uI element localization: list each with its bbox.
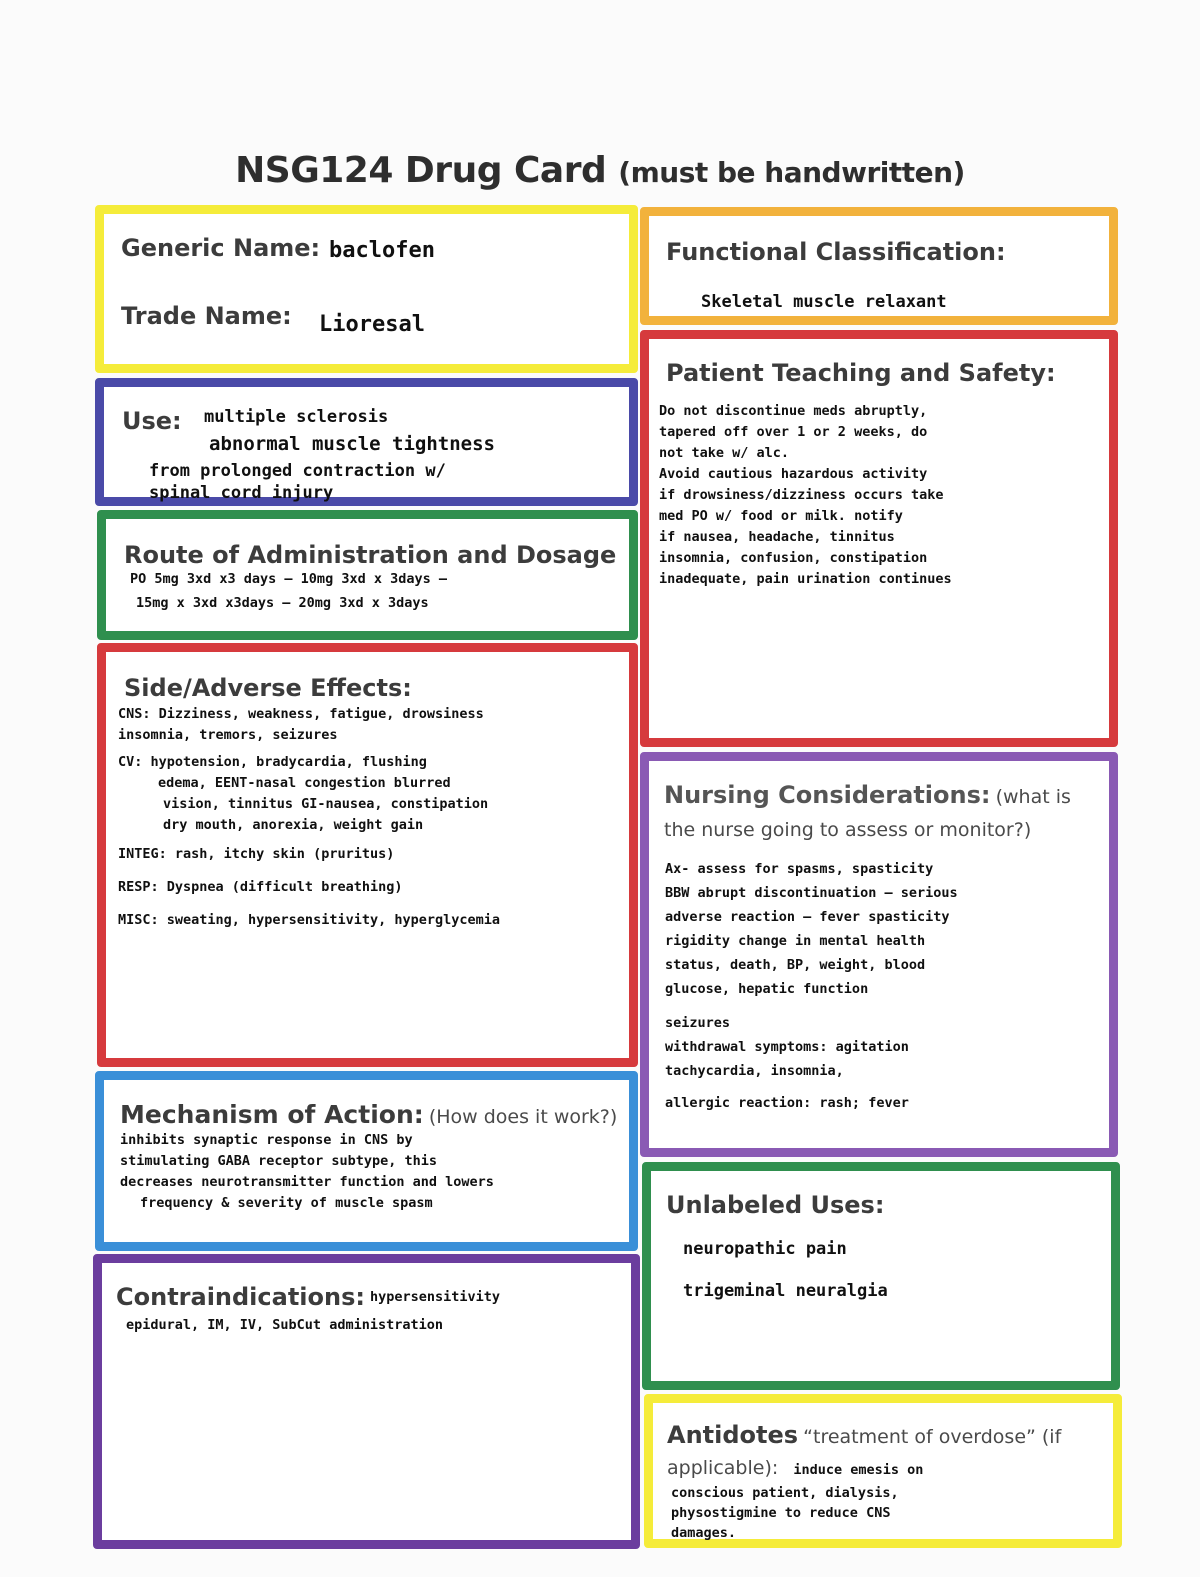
antidote-line: physostigmine to reduce CNS bbox=[671, 1505, 891, 1521]
antidotes-note: “treatment of overdose” (if bbox=[803, 1426, 1062, 1448]
nursing-list bbox=[665, 857, 958, 1115]
use-label: Use: bbox=[122, 407, 182, 435]
teaching-line: if drowsiness/dizziness occurs take bbox=[659, 487, 944, 503]
use-box bbox=[95, 378, 638, 506]
side-effects-list bbox=[118, 704, 500, 931]
side-effect-line: MISC: sweating, hypersensitivity, hyperglycemia bbox=[118, 912, 501, 928]
side-effect-line: RESP: Dyspnea (difficult breathing) bbox=[118, 879, 403, 895]
nursing-line: allergic reaction: rash; fever bbox=[665, 1095, 909, 1111]
nursing-line: BBW abrupt discontinuation – serious bbox=[665, 885, 958, 901]
teaching-line: if nausea, headache, tinnitus bbox=[659, 529, 895, 545]
unlabeled-use-line: neuropathic pain bbox=[683, 1239, 847, 1259]
nursing-note-line2: the nurse going to assess or monitor?) bbox=[664, 819, 1032, 841]
teaching-line: tapered off over 1 or 2 weeks, do bbox=[659, 424, 928, 440]
side-effects-box bbox=[97, 643, 638, 1067]
antidote-line: damages. bbox=[671, 1525, 737, 1541]
route-line: PO 5mg 3xd x3 days – 10mg 3xd x 3days – bbox=[130, 571, 447, 587]
generic-name-value: baclofen bbox=[329, 238, 435, 263]
teaching-line: insomnia, confusion, constipation bbox=[659, 550, 928, 566]
use-line: spinal cord injury bbox=[149, 483, 334, 503]
mechanism-note: (How does it work?) bbox=[428, 1106, 618, 1128]
teaching-line: Avoid cautious hazardous activity bbox=[659, 466, 928, 482]
unlabeled-use-line: trigeminal neuralgia bbox=[683, 1281, 888, 1301]
side-effect-line: edema, EENT-nasal congestion blurred bbox=[158, 775, 451, 791]
side-effect-line: vision, tinnitus GI-nausea, constipation bbox=[163, 796, 489, 812]
antidotes-note-line2: applicable): bbox=[667, 1457, 779, 1479]
side-effect-line: CV: hypotension, bradycardia, flushing bbox=[118, 754, 427, 770]
antidotes-box bbox=[644, 1394, 1122, 1548]
unlabeled-uses-box bbox=[642, 1162, 1120, 1390]
title-main: NSG124 Drug Card bbox=[235, 150, 607, 191]
contraindications-value: hypersensitivity bbox=[370, 1289, 501, 1305]
use-line: multiple sclerosis bbox=[204, 407, 389, 427]
nursing-line: withdrawal symptoms: agitation bbox=[665, 1039, 909, 1055]
mechanism-line: stimulating GABA receptor subtype, this bbox=[120, 1153, 437, 1169]
mechanism-heading bbox=[120, 1100, 617, 1129]
antidotes-label: Antidotes bbox=[667, 1421, 799, 1449]
antidotes-heading bbox=[667, 1421, 1061, 1449]
teaching-line: inadequate, pain urination continues bbox=[659, 571, 952, 587]
contraindications-line: epidural, IM, IV, SubCut administration bbox=[126, 1317, 443, 1333]
nursing-line: seizures bbox=[665, 1015, 731, 1031]
use-line: abnormal muscle tightness bbox=[209, 433, 495, 455]
functional-classification-box bbox=[640, 207, 1118, 325]
title-sub: (must be handwritten) bbox=[618, 156, 965, 189]
nursing-line: tachycardia, insomnia, bbox=[665, 1063, 844, 1079]
nursing-label: Nursing Considerations: bbox=[664, 781, 991, 809]
mechanism-line: decreases neurotransmitter function and lowers bbox=[120, 1174, 494, 1190]
mechanism-list bbox=[120, 1130, 494, 1214]
side-effects-label: Side/Adverse Effects: bbox=[124, 674, 412, 702]
teaching-line: not take w/ alc. bbox=[659, 445, 790, 461]
side-effect-line: INTEG: rash, itchy skin (pruritus) bbox=[118, 846, 395, 862]
route-label: Route of Administration and Dosage bbox=[124, 541, 617, 569]
functional-classification-value: Skeletal muscle relaxant bbox=[701, 292, 947, 312]
side-effect-line: dry mouth, anorexia, weight gain bbox=[163, 817, 424, 833]
nursing-heading bbox=[664, 781, 1071, 809]
patient-teaching-label: Patient Teaching and Safety: bbox=[666, 359, 1056, 387]
patient-teaching-list bbox=[659, 401, 952, 590]
mechanism-label: Mechanism of Action: bbox=[120, 1100, 424, 1129]
contraindications-box bbox=[93, 1254, 640, 1549]
route-box bbox=[97, 510, 638, 640]
teaching-line: Do not discontinue meds abruptly, bbox=[659, 403, 928, 419]
generic-name-label: Generic Name: bbox=[121, 234, 321, 262]
teaching-line: med PO w/ food or milk. notify bbox=[659, 508, 903, 524]
side-effect-line: insomnia, tremors, seizures bbox=[118, 727, 338, 743]
nursing-line: glucose, hepatic function bbox=[665, 981, 869, 997]
antidote-line: conscious patient, dialysis, bbox=[671, 1485, 899, 1501]
antidotes-value: induce emesis on bbox=[793, 1462, 924, 1478]
antidotes-line2 bbox=[667, 1457, 923, 1481]
generic-name-box bbox=[95, 205, 638, 373]
unlabeled-uses-label: Unlabeled Uses: bbox=[666, 1191, 885, 1219]
page-title bbox=[0, 150, 1200, 191]
nursing-note: (what is bbox=[995, 786, 1071, 808]
patient-teaching-box bbox=[640, 330, 1118, 747]
mechanism-line: inhibits synaptic response in CNS by bbox=[120, 1132, 413, 1148]
mechanism-box bbox=[95, 1071, 638, 1251]
antidotes-list bbox=[671, 1483, 899, 1543]
trade-name-label: Trade Name: bbox=[121, 302, 292, 330]
use-line: from prolonged contraction w/ bbox=[149, 461, 446, 481]
side-effect-line: CNS: Dizziness, weakness, fatigue, drowsiness bbox=[118, 706, 484, 722]
nursing-line: rigidity change in mental health bbox=[665, 933, 926, 949]
nursing-considerations-box bbox=[640, 752, 1118, 1157]
contraindications-label: Contraindications: bbox=[116, 1283, 365, 1311]
route-line: 15mg x 3xd x3days – 20mg 3xd x 3days bbox=[136, 595, 429, 611]
functional-classification-label: Functional Classification: bbox=[666, 238, 1006, 266]
trade-name-value: Lioresal bbox=[319, 312, 425, 337]
nursing-line: status, death, BP, weight, blood bbox=[665, 957, 926, 973]
mechanism-line: frequency & severity of muscle spasm bbox=[140, 1195, 433, 1211]
nursing-line: adverse reaction – fever spasticity bbox=[665, 909, 950, 925]
nursing-line: Ax- assess for spasms, spasticity bbox=[665, 861, 934, 877]
